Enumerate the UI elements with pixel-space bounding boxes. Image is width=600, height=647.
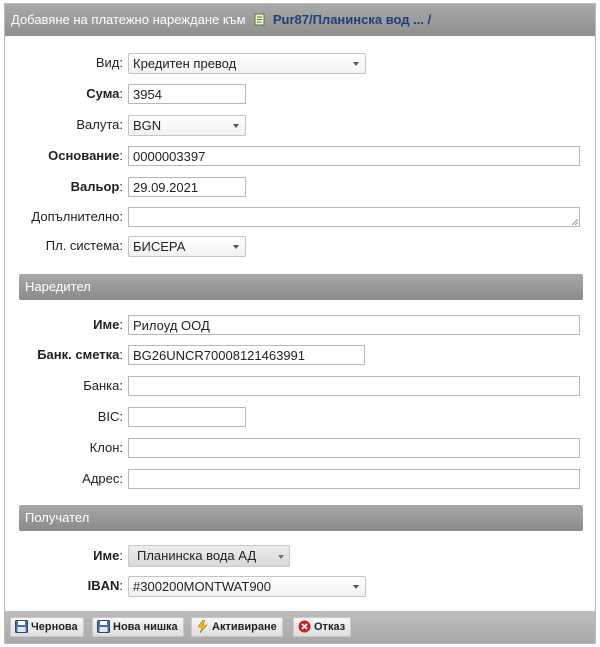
reason-label: Основание: bbox=[48, 148, 123, 163]
value-date-input[interactable] bbox=[128, 177, 246, 197]
recipient-iban-select[interactable] bbox=[128, 576, 366, 597]
draft-button[interactable] bbox=[10, 617, 84, 637]
cancel-button[interactable] bbox=[293, 617, 351, 637]
type-select-value: Кредитен превод bbox=[133, 56, 237, 71]
amount-input[interactable] bbox=[128, 84, 246, 104]
close-icon bbox=[298, 620, 311, 633]
document-icon bbox=[253, 6, 266, 19]
type-label: Вид: bbox=[95, 55, 123, 70]
recipient-name-label-text: Име bbox=[93, 548, 120, 563]
payer-bic-label: BIC: bbox=[97, 409, 123, 424]
reason-label-text: Основание bbox=[48, 148, 120, 163]
resize-handle-icon[interactable] bbox=[572, 219, 578, 225]
payment-order-dialog bbox=[4, 3, 596, 644]
recipient-section-header: Получател bbox=[19, 505, 583, 531]
activate-button-label: Активиране bbox=[212, 621, 277, 633]
reason-input[interactable] bbox=[128, 146, 580, 166]
value-date-label: Вальор: bbox=[70, 179, 123, 194]
recipient-iban-value: #300200MONTWAT900 bbox=[133, 579, 272, 594]
chevron-down-icon bbox=[353, 585, 359, 589]
payer-account-input[interactable] bbox=[128, 345, 365, 365]
pay-system-label: Пл. система: bbox=[45, 238, 123, 253]
recipient-iban-label-text: IBAN bbox=[87, 578, 120, 593]
additional-label: Допълнително: bbox=[31, 209, 123, 224]
purchase-link[interactable]: Pur87/Планинска вод ... / bbox=[272, 12, 432, 27]
recipient-name-dropdown[interactable] bbox=[128, 545, 290, 567]
payer-bank-input[interactable] bbox=[128, 376, 580, 396]
save-icon bbox=[15, 620, 28, 633]
payer-account-label: Банк. сметка: bbox=[37, 347, 123, 362]
value-date-label-text: Вальор bbox=[70, 179, 120, 194]
dialog-footer bbox=[5, 611, 595, 643]
lightning-icon bbox=[196, 620, 209, 633]
payer-name-input[interactable] bbox=[128, 315, 580, 335]
chevron-down-icon bbox=[278, 555, 284, 559]
currency-label: Валута: bbox=[76, 117, 123, 132]
new-thread-button-label: Нова нишка bbox=[113, 621, 178, 633]
dialog-title: Добавяне на платежно нареждане към bbox=[11, 12, 246, 27]
chevron-down-icon bbox=[233, 245, 239, 249]
recipient-name-label: Име: bbox=[93, 548, 123, 563]
activate-button[interactable] bbox=[191, 617, 283, 637]
draft-button-label: Чернова bbox=[31, 621, 78, 633]
amount-label-text: Сума bbox=[86, 86, 120, 101]
save-icon bbox=[97, 620, 110, 633]
currency-select-value: BGN bbox=[133, 118, 162, 133]
payer-branch-input[interactable] bbox=[128, 438, 580, 458]
payer-address-input[interactable] bbox=[128, 469, 580, 489]
payer-bank-label: Банка: bbox=[83, 378, 123, 393]
additional-textarea[interactable] bbox=[128, 207, 580, 227]
payer-name-label: Име: bbox=[93, 317, 123, 332]
payer-branch-label: Клон: bbox=[89, 440, 123, 455]
dialog-titlebar bbox=[5, 4, 595, 36]
new-thread-button[interactable] bbox=[92, 617, 184, 637]
payer-account-label-text: Банк. сметка bbox=[37, 347, 120, 362]
pay-system-select[interactable] bbox=[128, 236, 246, 257]
payer-bic-input[interactable] bbox=[128, 407, 246, 427]
recipient-iban-label: IBAN: bbox=[87, 578, 123, 593]
payer-section-header: Наредител bbox=[19, 274, 583, 300]
currency-select[interactable] bbox=[128, 115, 246, 136]
amount-label: Сума: bbox=[86, 86, 123, 101]
type-select[interactable] bbox=[128, 53, 366, 74]
payer-name-label-text: Име bbox=[93, 317, 120, 332]
chevron-down-icon bbox=[233, 124, 239, 128]
pay-system-select-value: БИСЕРА bbox=[133, 239, 186, 254]
chevron-down-icon bbox=[353, 62, 359, 66]
recipient-name-value: Планинска вода АД bbox=[137, 548, 257, 563]
cancel-button-label: Отказ bbox=[314, 621, 346, 633]
payer-address-label: Адрес: bbox=[82, 471, 123, 486]
